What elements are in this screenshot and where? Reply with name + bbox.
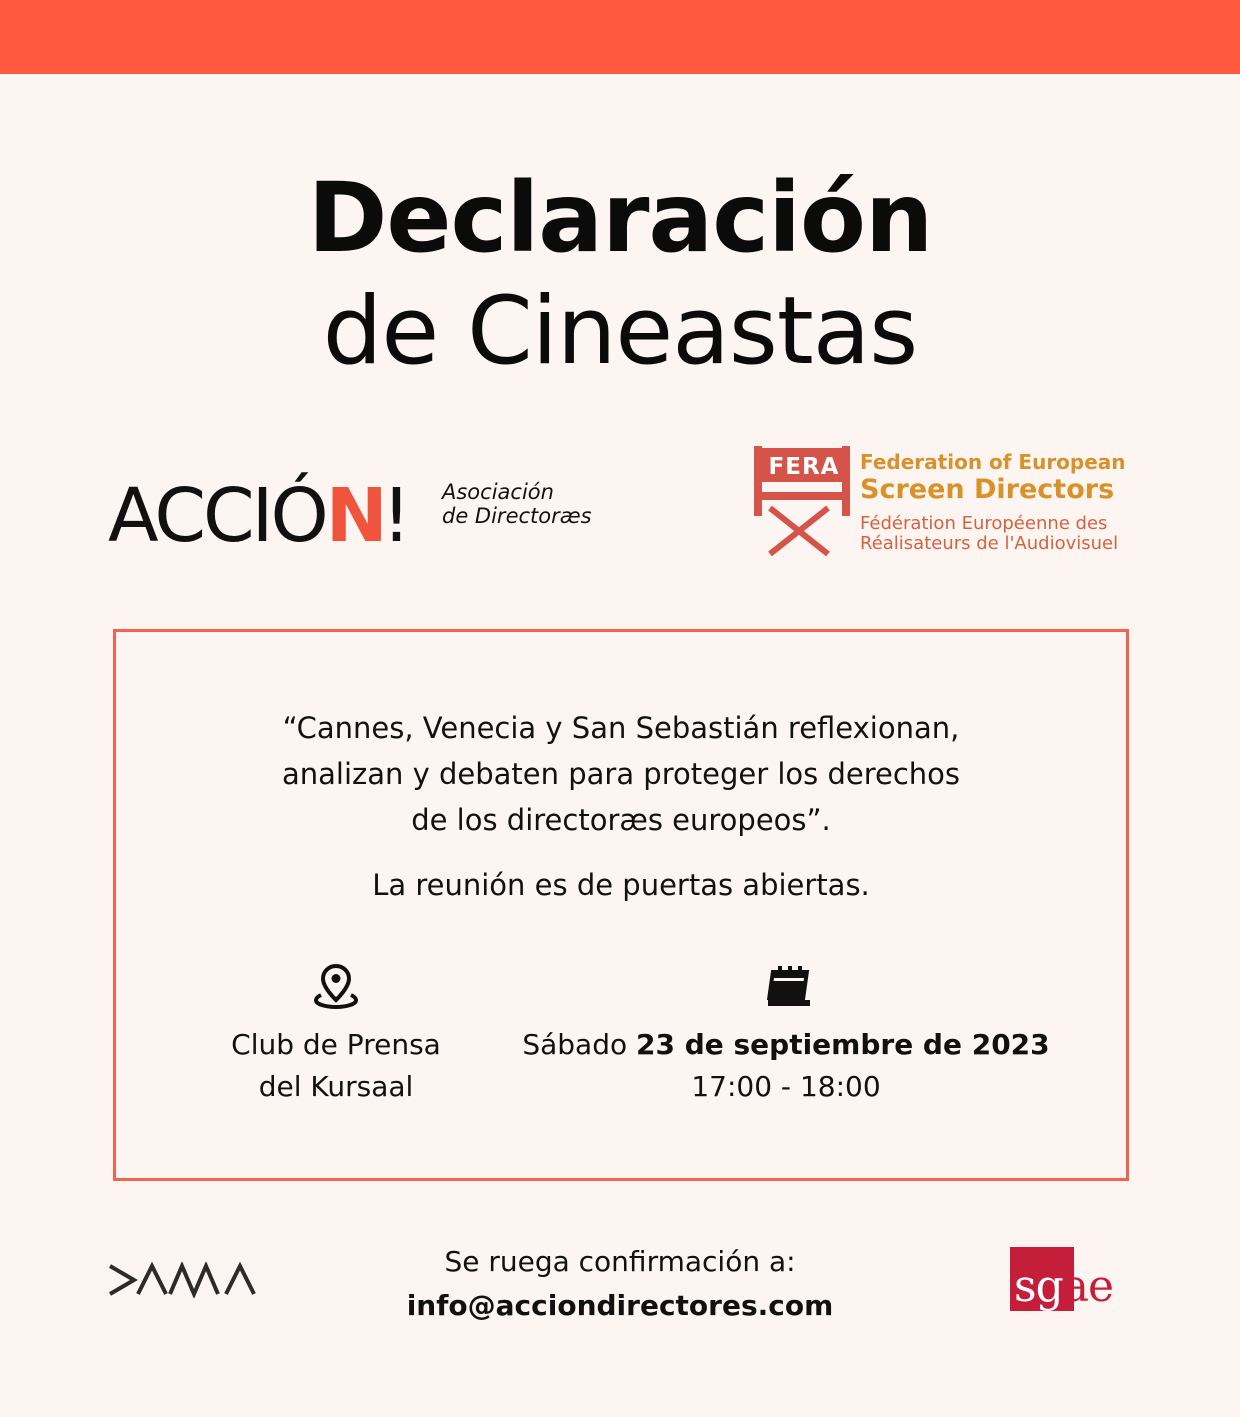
- accion-wordmark: [108, 474, 408, 558]
- open-meeting-note: La reunión es de puertas abiertas.: [372, 868, 870, 902]
- rsvp-block: [320, 1240, 920, 1328]
- date-bold: 23 de septiembre de 2023: [636, 1028, 1050, 1061]
- location-pin-icon: [312, 962, 360, 1010]
- fera-logo: [750, 442, 1150, 562]
- rsvp-email-link[interactable]: info@acciondirectores.com: [406, 1289, 834, 1322]
- fera-name-en-2: Screen Directors: [860, 474, 1115, 505]
- top-accent-bar: [0, 0, 1240, 74]
- quote-line-2: analizan y debaten para proteger los derechos: [281, 757, 961, 791]
- rsvp-label: Se ruega confirmación a:: [444, 1245, 796, 1278]
- page-title-line-2: de Cineastas: [322, 277, 918, 386]
- date-line: [516, 1024, 1056, 1066]
- sgae-text-white: sg: [1014, 1261, 1063, 1312]
- dama-logo: [108, 1262, 274, 1298]
- event-quote: [116, 705, 1126, 843]
- accion-tagline-line-2: de Directoræs: [442, 504, 592, 528]
- sgae-text-red: ae: [1062, 1261, 1114, 1312]
- sgae-logo: [1010, 1247, 1130, 1313]
- accion-wordmark-highlight: N: [325, 473, 382, 559]
- quote-line-1: “Cannes, Venecia y San Sebastián reflexionan,: [282, 711, 960, 745]
- accion-wordmark-prefix: ACCIÓ: [108, 473, 326, 559]
- location-line-2: del Kursaal: [258, 1070, 414, 1103]
- page-title-line-1: Declaración: [307, 162, 933, 274]
- fera-name-fr-1: Fédération Européenne des: [860, 513, 1108, 534]
- event-info-box: [113, 629, 1129, 1181]
- event-location: [186, 1024, 486, 1108]
- event-time: 17:00 - 18:00: [691, 1070, 881, 1103]
- accion-tagline-line-1: Asociación: [442, 480, 554, 504]
- calendar-icon: [764, 964, 814, 1010]
- fera-badge-text: FERA: [768, 454, 840, 480]
- accion-logo: [108, 470, 628, 560]
- fera-name-en-1: Federation of European: [860, 450, 1126, 474]
- fera-name-fr-2: Réalisateurs de l'Audiovisuel: [860, 533, 1119, 554]
- accion-wordmark-suffix: !: [381, 473, 409, 559]
- location-line-1: Club de Prensa: [231, 1028, 441, 1061]
- quote-line-3: de los directoræs europeos”.: [411, 803, 831, 837]
- accion-tagline: [442, 480, 642, 528]
- event-date: [516, 1024, 1056, 1108]
- date-weekday: Sábado: [522, 1028, 636, 1061]
- sgae-logo-text: [1014, 1261, 1113, 1313]
